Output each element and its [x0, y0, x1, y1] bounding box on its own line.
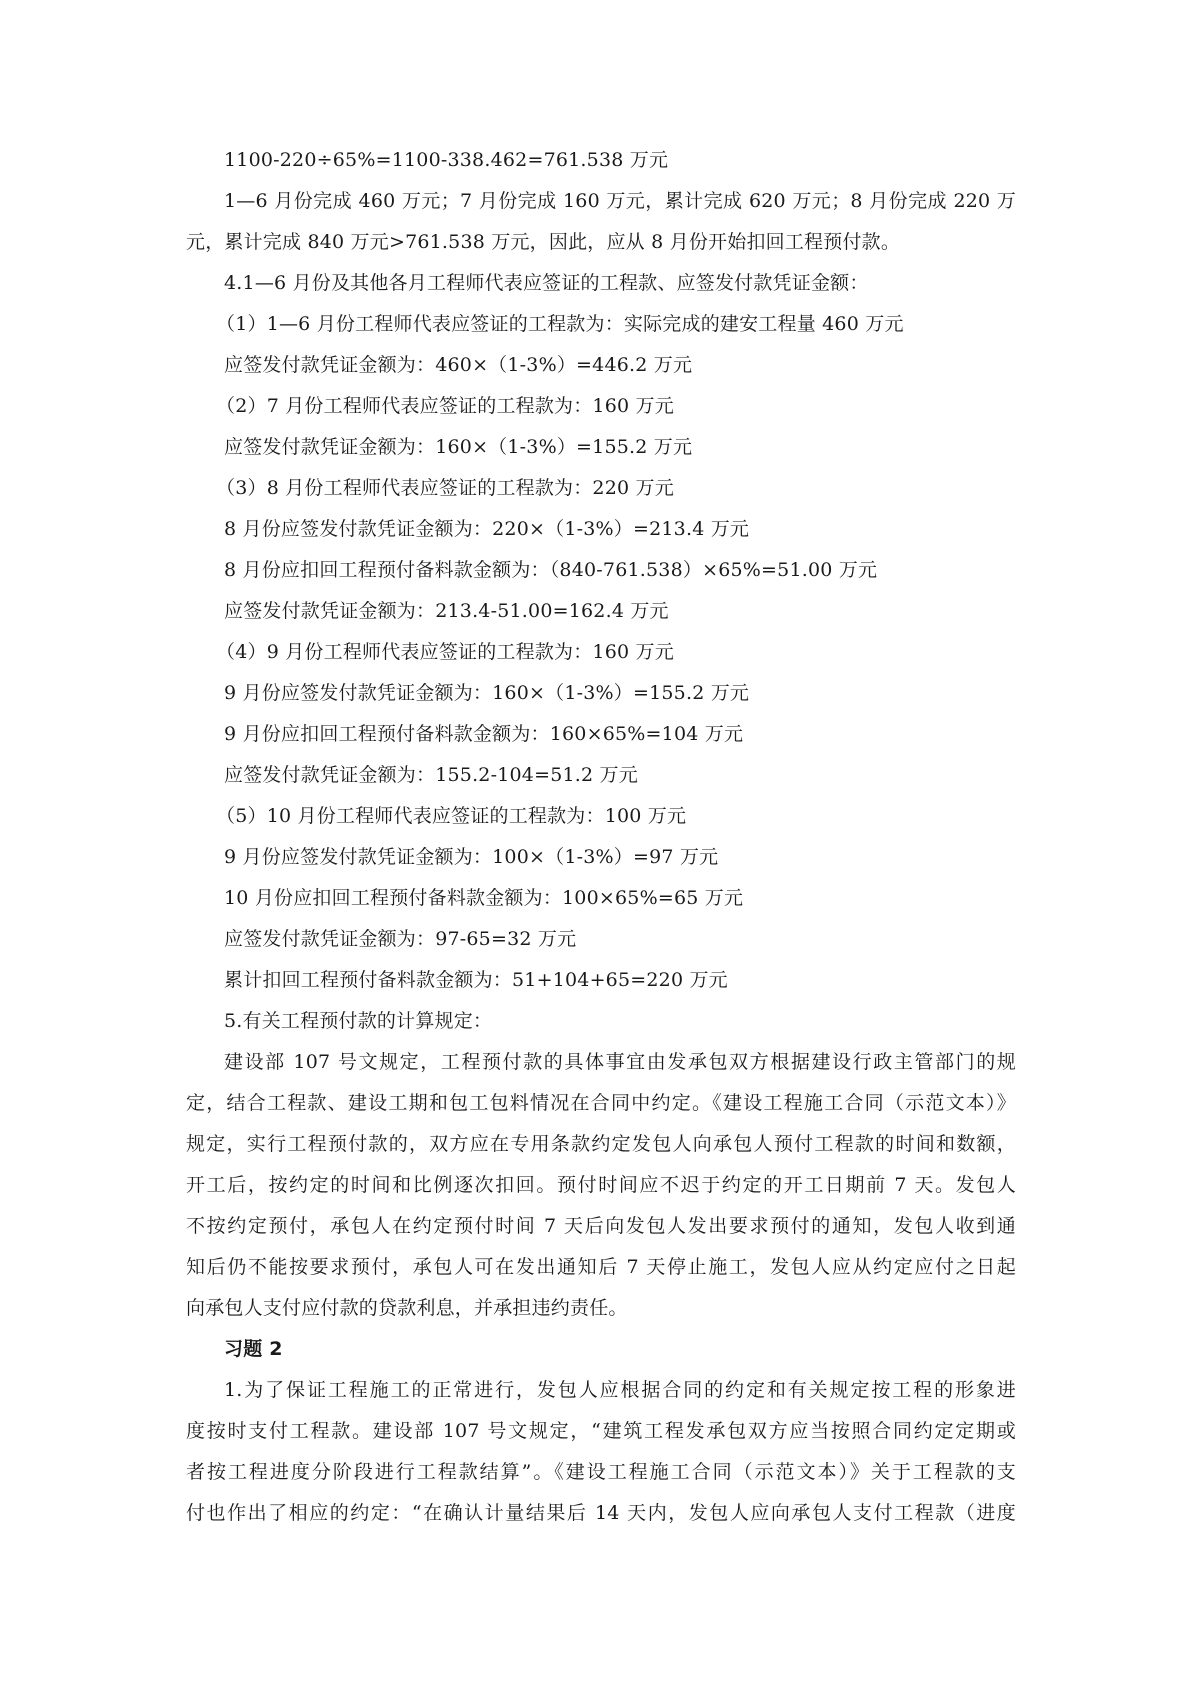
paragraph-line: 1.为了保证工程施工的正常进行，发包人应根据合同的约定和有关规定按工程的形象进 — [224, 1379, 1016, 1401]
paragraph-line: 元，累计完成 840 万元>761.538 万元，因此，应从 8 月份开始扣回工程预付款。 — [186, 231, 901, 253]
list-line: 应签发付款凭证金额为：97-65=32 万元 — [224, 928, 577, 950]
formula-line: 1100-220÷65%=1100-338.462=761.538 万元 — [224, 149, 669, 171]
section-heading: 5.有关工程预付款的计算规定： — [224, 1010, 493, 1032]
paragraph-line: 度按时支付工程款。建设部 107 号文规定，“建筑工程发承包双方应当按照合同约定定期或 — [186, 1420, 1016, 1442]
paragraph-line: 1—6 月份完成 460 万元；7 月份完成 160 万元，累计完成 620 万元；8 月份完成 220 万 — [224, 190, 1016, 212]
paragraph-line: 开工后，按约定的时间和比例逐次扣回。预付时间应不迟于约定的开工日期前 7 天。发包人 — [186, 1174, 1016, 1196]
paragraph-line: 不按约定预付，承包人在约定预付时间 7 天后向发包人发出要求预付的通知，发包人收到通 — [186, 1215, 1016, 1237]
list-item: （5）10 月份工程师代表应签证的工程款为：100 万元 — [216, 805, 687, 827]
list-line: 9 月份应签发付款凭证金额为：160×（1-3%）=155.2 万元 — [224, 682, 750, 704]
list-line: 应签发付款凭证金额为：460×（1-3%）=446.2 万元 — [224, 354, 693, 376]
list-line: 应签发付款凭证金额为：213.4-51.00=162.4 万元 — [224, 600, 669, 622]
list-line: 10 月份应扣回工程预付备料款金额为：100×65%=65 万元 — [224, 887, 744, 909]
paragraph-line: 定，结合工程款、建设工期和包工包料情况在合同中约定。《建设工程施工合同（示范文本）》 — [186, 1092, 1016, 1114]
list-line: 应签发付款凭证金额为：155.2-104=51.2 万元 — [224, 764, 638, 786]
list-line: 8 月份应签发付款凭证金额为：220×（1-3%）=213.4 万元 — [224, 518, 750, 540]
list-line: 应签发付款凭证金额为：160×（1-3%）=155.2 万元 — [224, 436, 693, 458]
list-line: 9 月份应签发付款凭证金额为：100×（1-3%）=97 万元 — [224, 846, 719, 868]
paragraph-line: 建设部 107 号文规定，工程预付款的具体事宜由发承包双方根据建设行政主管部门的规 — [224, 1051, 1016, 1073]
list-item: （1）1—6 月份工程师代表应签证的工程款为：实际完成的建安工程量 460 万元 — [216, 313, 904, 335]
list-item: （4）9 月份工程师代表应签证的工程款为：160 万元 — [216, 641, 674, 663]
list-line: 9 月份应扣回工程预付备料款金额为：160×65%=104 万元 — [224, 723, 744, 745]
paragraph-line: 向承包人支付应付款的贷款利息，并承担违约责任。 — [186, 1297, 628, 1319]
paragraph-line: 知后仍不能按要求预付，承包人可在发出通知后 7 天停止施工，发包人应从约定应付之日起 — [186, 1256, 1016, 1278]
list-item: （2）7 月份工程师代表应签证的工程款为：160 万元 — [216, 395, 674, 417]
exercise-heading: 习题 2 — [224, 1338, 283, 1360]
paragraph-line: 付也作出了相应的约定：“在确认计量结果后 14 天内，发包人应向承包人支付工程款（进度 — [186, 1502, 1016, 1524]
section-heading: 4.1—6 月份及其他各月工程师代表应签证的工程款、应签发付款凭证金额： — [224, 272, 869, 294]
list-line: 8 月份应扣回工程预付备料款金额为：（840-761.538）×65%=51.00 万元 — [224, 559, 878, 581]
paragraph-line: 规定，实行工程预付款的，双方应在专用条款约定发包人向承包人预付工程款的时间和数额， — [186, 1133, 1016, 1155]
paragraph-line: 者按工程进度分阶段进行工程款结算”。《建设工程施工合同（示范文本）》关于工程款的支 — [186, 1461, 1016, 1483]
list-line: 累计扣回工程预付备料款金额为：51+104+65=220 万元 — [224, 969, 728, 991]
document-page — [186, 140, 1016, 1534]
list-item: （3）8 月份工程师代表应签证的工程款为：220 万元 — [216, 477, 674, 499]
